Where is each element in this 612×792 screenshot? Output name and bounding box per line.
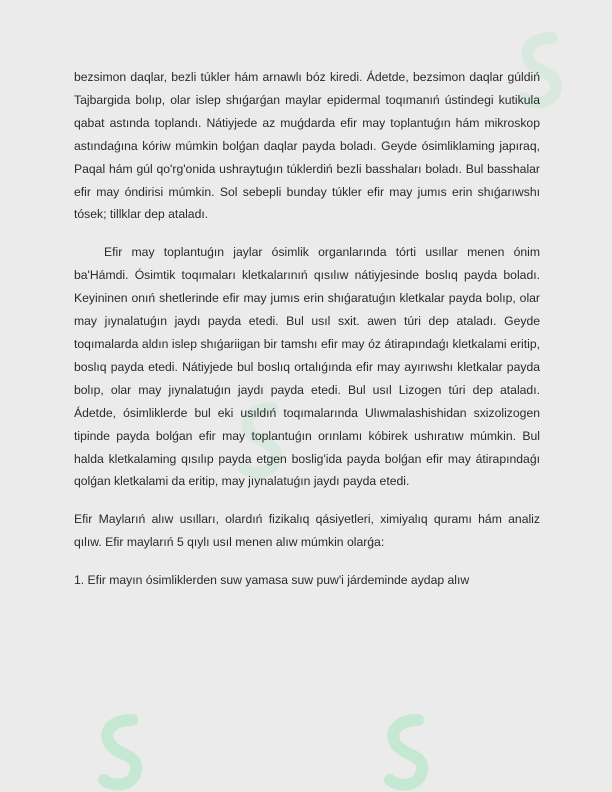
- paragraph-3: Efir Maylarıń alıw usılları, olardıń fizikalıq qásiyetleri, ximiyalıq quramı hám analiz qılıw. Efir maylarıń 5 qıylı usıl menen alıw múmkin olarǵa:: [74, 512, 540, 550]
- list-item-1: 1. Efir mayın ósimliklerden suw yamasa suw puw'i járdeminde aydap alıw: [74, 573, 470, 588]
- paragraph-1: bezsimon daqlar, bezli túkler hám arnawlı bóz kiredi. Ádetde, bezsimon daqlar gúldiń Tajbargida bolıp, olar islep shıǵarǵan maylar epidermal toqımanıń ústindegi kutikula qabat astında toplandı. Nátiyjede az muǵdarda efir may toplantuǵın hám mikroskop astındaǵına kóriw múmkin bolǵan daqlar payda boladı. Geyde ósimliklaming japıraq, Paqal hám gúl qo'rg'onida ushraytuǵın túklerdiń bezli basshaları boladı. Bul basshalar efir may óndirisi múmkin. Sol sebepli bunday túkler efir may jumıs erin shıǵarıwshı tósek; tillklar dep ataladı.: [74, 70, 540, 222]
- paragraph-2: Efir may toplantuǵın jaylar ósimlik organlarında tórti usıllar menen ónim ba'Hámdi. Ósimtik toqımaları kletkalarınıń qısılıw nátiyjesinde boslıq payda boladı. Keyininen onıń shetlerinde efir may jumıs erin shıǵaratuǵın kletkalar payda bolıp, olar may jıynalatuǵın jaydı payda etedi. Bul usıl sxit. awen túri dep ataladı. Geyde toqımalarda aldın islep shıǵariigan bir tamshı efir may óz átirapındaǵı kletkalami eritip, boslıq payda etedi. Nátiyjede bul boslıq ortalıǵında efir may ayırıwshı kletkalar payda bolıp, olar may jıynalatuǵın jaydı payda etedi. Bul usıl Lizogen túri dep ataladı. Ádetde, ósimliklerde bul eki usıldıń toqımalarında Ulıwmalashishidan sxizolizogen tipinde payda bolǵan efir may toplantuǵın orınlamı kóbirek ushıratıw múmkin. Bul halda kletkalaming qısılıp payda etgen boslig'ida payda bolǵan efir may átirapındaǵı qolǵan kletkalami da eritip, may jıynalatuǵın jaydı payda etedi.: [74, 245, 540, 489]
- document-body: [74, 66, 540, 592]
- watermark-logo-icon: [92, 712, 152, 792]
- watermark-logo-icon: [378, 712, 438, 792]
